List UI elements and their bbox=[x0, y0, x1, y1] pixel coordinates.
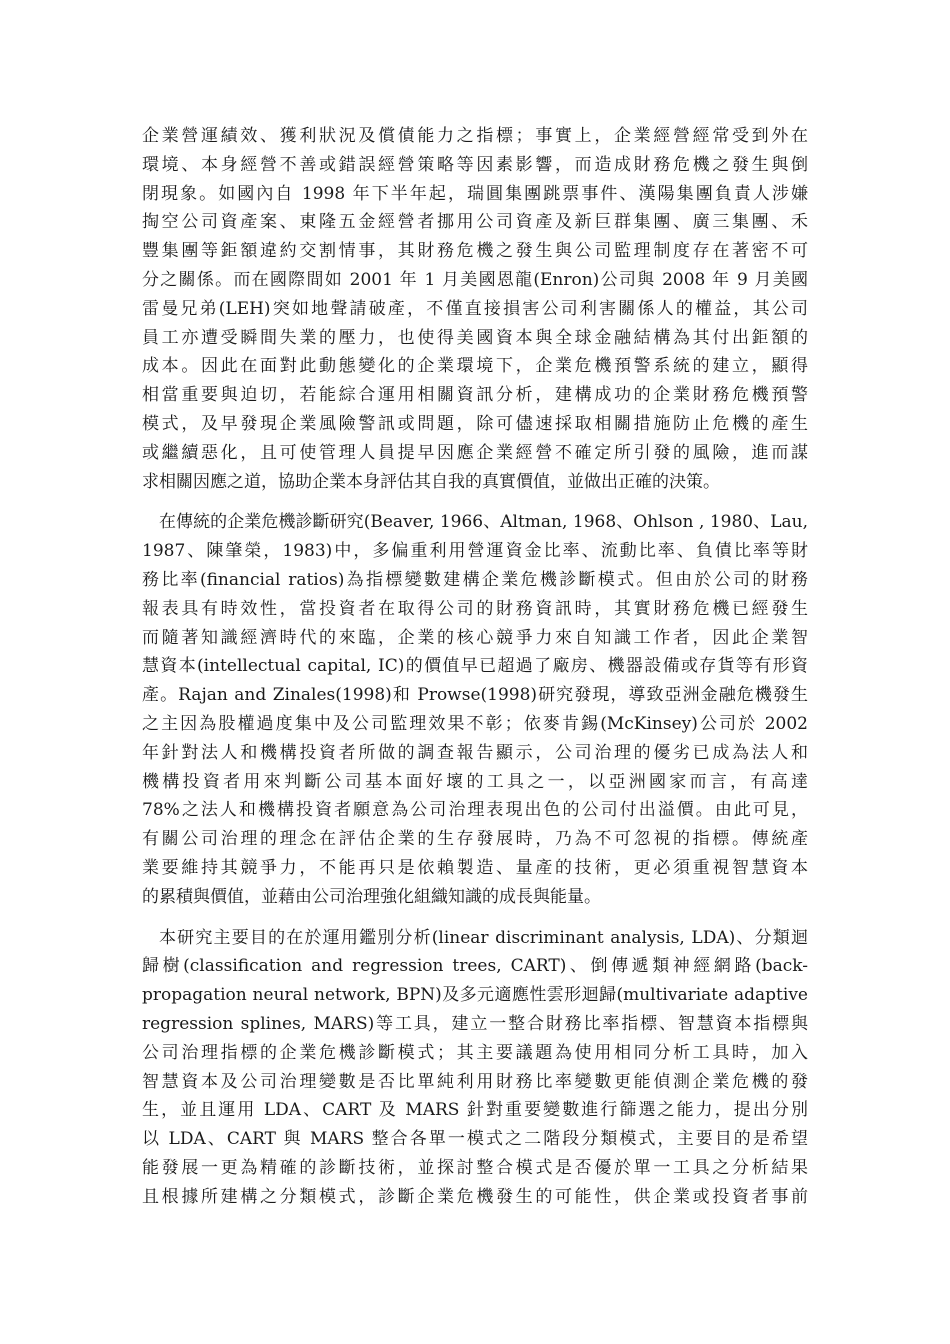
paragraph-1 bbox=[142, 122, 808, 496]
text-line: 1987、陳肇榮，1983)中，多偏重利用營運資金比率、流動比率、負債比率等財 bbox=[142, 541, 808, 562]
paragraph-2 bbox=[142, 508, 808, 911]
text-line: 有關公司治理的理念在評估企業的生存發展時，乃為不可忽視的指標。傳統產 bbox=[142, 829, 808, 850]
text-line: 業要維持其競爭力，不能再只是依賴製造、量產的技術，更必須重視智慧資本 bbox=[142, 857, 808, 878]
text-line: 模式，及早發現企業風險警訊或問題，除可儘速採取相關措施防止危機的產生 bbox=[142, 413, 808, 434]
text-line: 智慧資本及公司治理變數是否比單純利用財務比率變數更能偵測企業危機的發 bbox=[142, 1071, 808, 1092]
text-line: 或繼續惡化，且可使管理人員提早因應企業經營不確定所引發的風險，進而謀 bbox=[142, 442, 808, 463]
text-line: 能發展一更為精確的診斷技術，並探討整合模式是否優於單一工具之分析結果 bbox=[142, 1157, 808, 1178]
text-line: 報表具有時效性，當投資者在取得公司的財務資訊時，其實財務危機已經發生 bbox=[142, 598, 808, 619]
text-line: 務比率(financial ratios)為指標變數建構企業危機診斷模式。但由於公司的財務 bbox=[142, 569, 808, 590]
body-text bbox=[142, 122, 808, 1211]
text-line: 年針對法人和機構投資者所做的調查報告顯示，公司治理的優劣已成為法人和 bbox=[142, 742, 808, 763]
text-line: 生，並且運用 LDA、CART 及 MARS 針對重要變數進行篩選之能力，提出分別 bbox=[142, 1100, 808, 1121]
text-line: 歸樹(classification and regression trees, CART)、倒傳遞類神經網路(back- bbox=[142, 956, 808, 977]
text-line: 78%之法人和機構投資者願意為公司治理表現出色的公司付出溢價。由此可見， bbox=[142, 800, 808, 821]
text-line: 掏空公司資產案、東隆五金經營者挪用公司資產及新巨群集團、廣三集團、禾 bbox=[142, 212, 808, 233]
text-line: 環境、本身經營不善或錯誤經營策略等因素影響，而造成財務危機之發生與倒 bbox=[142, 154, 808, 175]
text-line: propagation neural network, BPN)及多元適應性雲形迴歸(multivariate adaptive bbox=[142, 985, 808, 1006]
text-line: 分之關係。而在國際間如 2001 年 1 月美國恩龍(Enron)公司與 2008 年 9 月美國 bbox=[142, 269, 808, 290]
text-line: 以 LDA、CART 與 MARS 整合各單一模式之二階段分類模式，主要目的是希望 bbox=[142, 1129, 808, 1150]
text-line: 閉現象。如國內自 1998 年下半年起，瑞圓集團跳票事件、漢陽集團負責人涉嫌 bbox=[142, 183, 808, 204]
text-line: 員工亦遭受瞬間失業的壓力，也使得美國資本與全球金融結構為其付出鉅額的 bbox=[142, 327, 808, 348]
text-line: 慧資本(intellectual capital, IC)的價值早已超過了廠房、機器設備或存貨等有形資 bbox=[142, 656, 808, 677]
text-line: 的累積與價值，並藉由公司治理強化組織知識的成長與能量。 bbox=[142, 886, 601, 907]
text-line: 本研究主要目的在於運用鑑別分析(linear discriminant analysis, LDA)、分類迴 bbox=[159, 927, 808, 948]
text-line: 機構投資者用來判斷公司基本面好壞的工具之一，以亞洲國家而言，有高達 bbox=[142, 771, 808, 792]
paragraph-3 bbox=[142, 924, 808, 1212]
text-line: 之主因為股權過度集中及公司監理效果不彰；依麥肯錫(McKinsey)公司於 2002 bbox=[142, 713, 808, 734]
text-line: 雷曼兄弟(LEH)突如地聲請破產，不僅直接損害公司利害關係人的權益，其公司 bbox=[142, 298, 808, 319]
text-line: 在傳統的企業危機診斷研究(Beaver, 1966、Altman, 1968、Ohlson , 1980、Lau, bbox=[159, 512, 808, 533]
text-line: 豐集團等鉅額違約交割情事，其財務危機之發生與公司監理制度存在著密不可 bbox=[142, 241, 808, 262]
text-line: 而隨著知識經濟時代的來臨，企業的核心競爭力來自知識工作者，因此企業智 bbox=[142, 627, 808, 648]
text-line: 求相關因應之道，協助企業本身評估其自我的真實價值，並做出正確的決策。 bbox=[142, 471, 720, 492]
text-line: 企業營運績效、獲利狀況及償債能力之指標；事實上，企業經營經常受到外在 bbox=[142, 126, 808, 146]
text-line: 相當重要與迫切，若能綜合運用相關資訊分析，建構成功的企業財務危機預警 bbox=[142, 385, 808, 406]
text-line: 產。Rajan and Zinales(1998)和 Prowse(1998)研究發現，導致亞洲金融危機發生 bbox=[142, 685, 808, 706]
text-line: regression splines, MARS)等工具，建立一整合財務比率指標、智慧資本指標與 bbox=[142, 1013, 808, 1034]
text-line: 公司治理指標的企業危機診斷模式；其主要議題為使用相同分析工具時，加入 bbox=[142, 1042, 808, 1063]
text-line: 且根據所建構之分類模式，診斷企業危機發生的可能性，供企業或投資者事前 bbox=[142, 1186, 808, 1207]
text-line: 成本。因此在面對此動態變化的企業環境下，企業危機預警系統的建立，顯得 bbox=[142, 356, 808, 377]
